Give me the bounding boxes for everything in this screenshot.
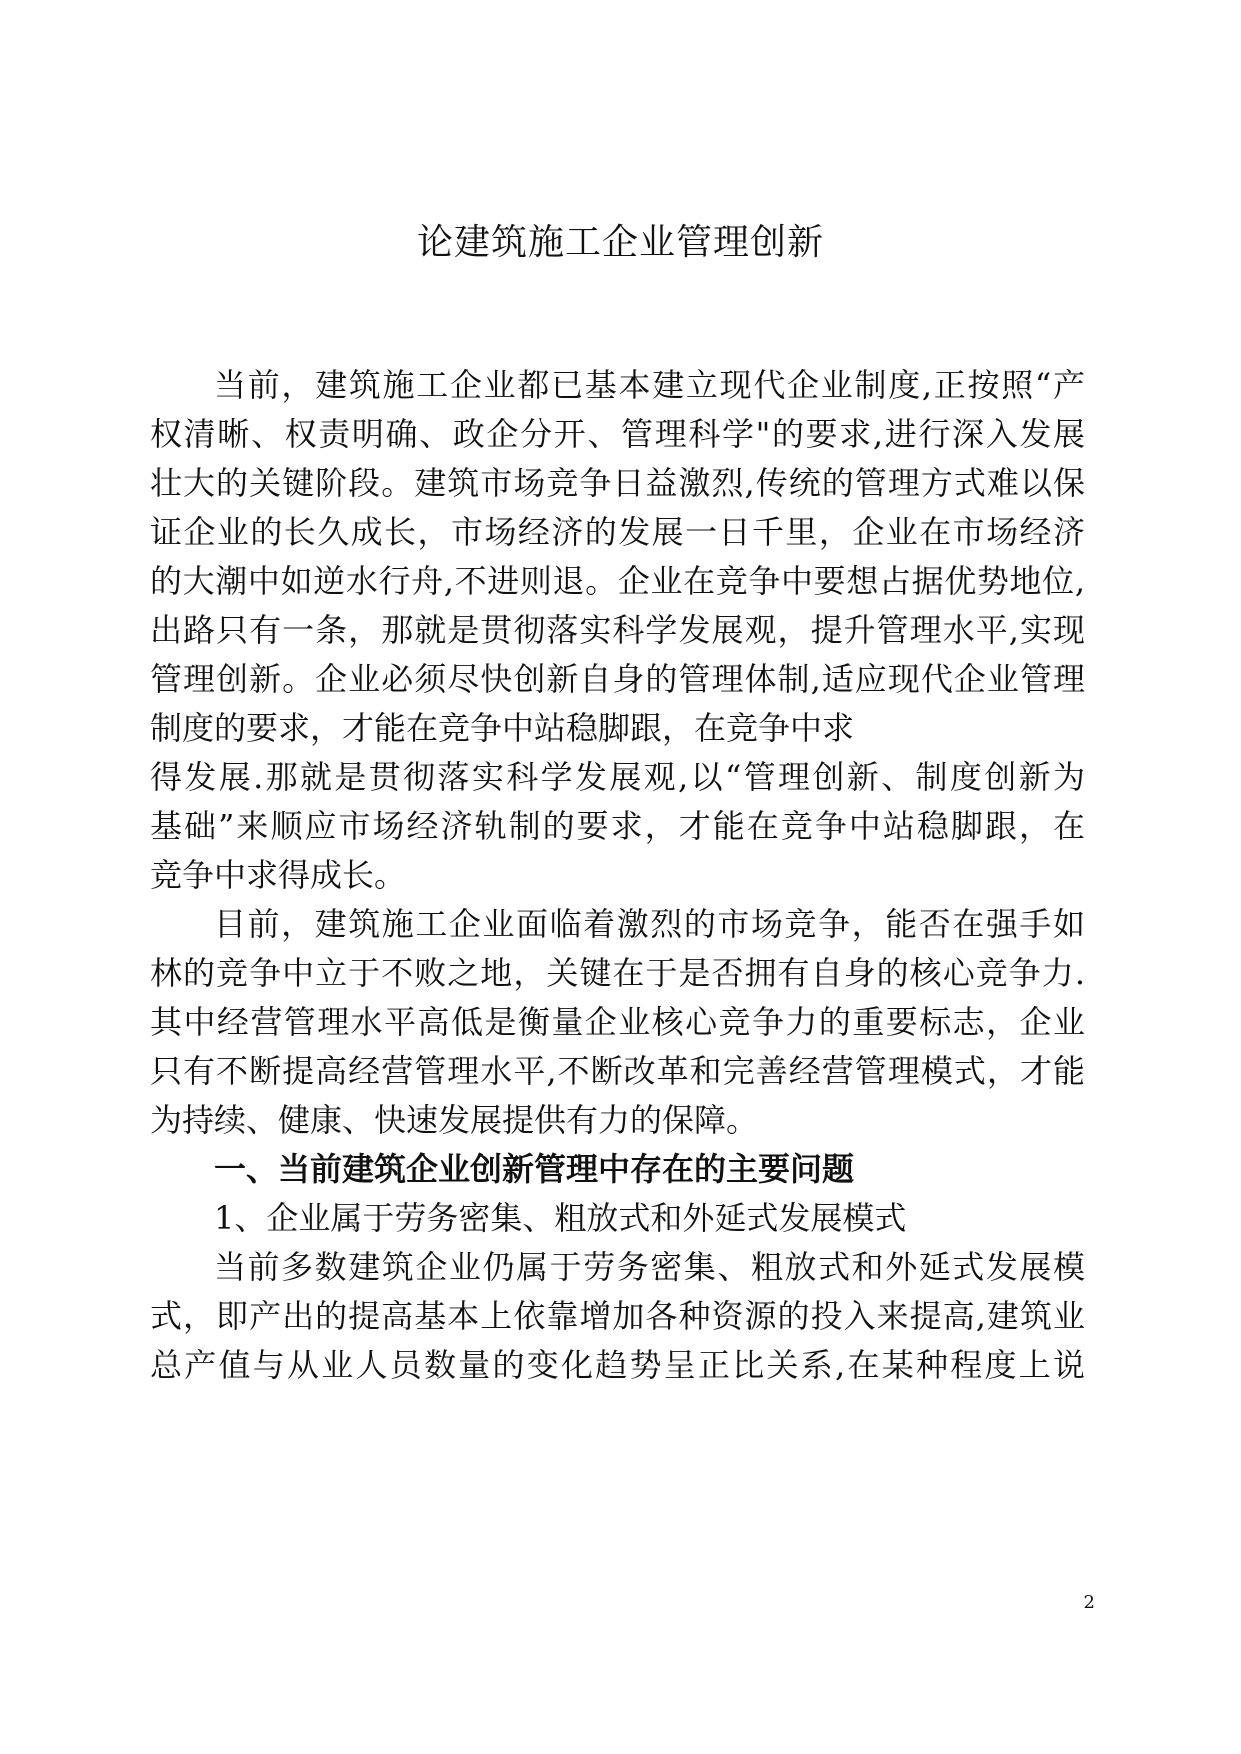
paragraph-line: 其中经营管理水平高低是衡量企业核心竞争力的重要标志，企业 — [150, 1003, 1085, 1041]
paragraph-line: 目前，建筑施工企业面临着激烈的市场竞争，能否在强手如 — [214, 905, 1085, 943]
paragraph-line: 制度的要求，才能在竞争中站稳脚跟，在竞争中求 — [150, 709, 855, 747]
paragraph-line: 总产值与从业人员数量的变化趋势呈正比关系,在某种程度上说 — [150, 1346, 1085, 1384]
paragraph-line: 出路只有一条，那就是贯彻落实科学发展观，提升管理水平,实现 — [150, 611, 1085, 649]
paragraph-line: 林的竞争中立于不败之地，关键在于是否拥有自身的核心竞争力. — [150, 954, 1085, 992]
paragraph-line: 证企业的长久成长，市场经济的发展一日千里，企业在市场经济 — [150, 513, 1085, 551]
paragraph-line: 竞争中求得成长。 — [150, 856, 407, 894]
paragraph-line: 壮大的关键阶段。建筑市场竞争日益激烈,传统的管理方式难以保 — [150, 464, 1085, 502]
page-number: 2 — [1083, 1592, 1095, 1613]
paragraph-line: 基础”来顺应市场经济轨制的要求，才能在竞争中站稳脚跟，在 — [150, 807, 1085, 845]
paragraph-line: 式，即产出的提高基本上依靠增加各种资源的投入来提高,建筑业 — [150, 1297, 1085, 1335]
section-heading: 一、当前建筑企业创新管理中存在的主要问题 — [214, 1150, 855, 1188]
paragraph-line: 得发展.那就是贯彻落实科学发展观,以“管理创新、制度创新为 — [150, 758, 1085, 796]
document-title: 论建筑施工企业管理创新 — [416, 222, 824, 263]
paragraph-line: 的大潮中如逆水行舟,不进则退。企业在竞争中要想占据优势地位, — [150, 562, 1085, 600]
paragraph-line: 权清晰、权责明确、政企分开、管理科学"的要求,进行深入发展 — [150, 415, 1085, 453]
paragraph-line: 只有不断提高经营管理水平,不断改革和完善经营管理模式，才能 — [150, 1052, 1085, 1090]
paragraph-line: 为持续、健康、快速发展提供有力的保障。 — [150, 1101, 759, 1139]
paragraph-line: 管理创新。企业必须尽快创新自身的管理体制,适应现代企业管理 — [150, 660, 1085, 698]
paragraph-line: 当前多数建筑企业仍属于劳务密集、粗放式和外延式发展模 — [214, 1248, 1085, 1286]
paragraph-line: 当前，建筑施工企业都已基本建立现代企业制度,正按照“产 — [214, 366, 1085, 404]
subsection-heading: 1、企业属于劳务密集、粗放式和外延式发展模式 — [214, 1199, 907, 1237]
